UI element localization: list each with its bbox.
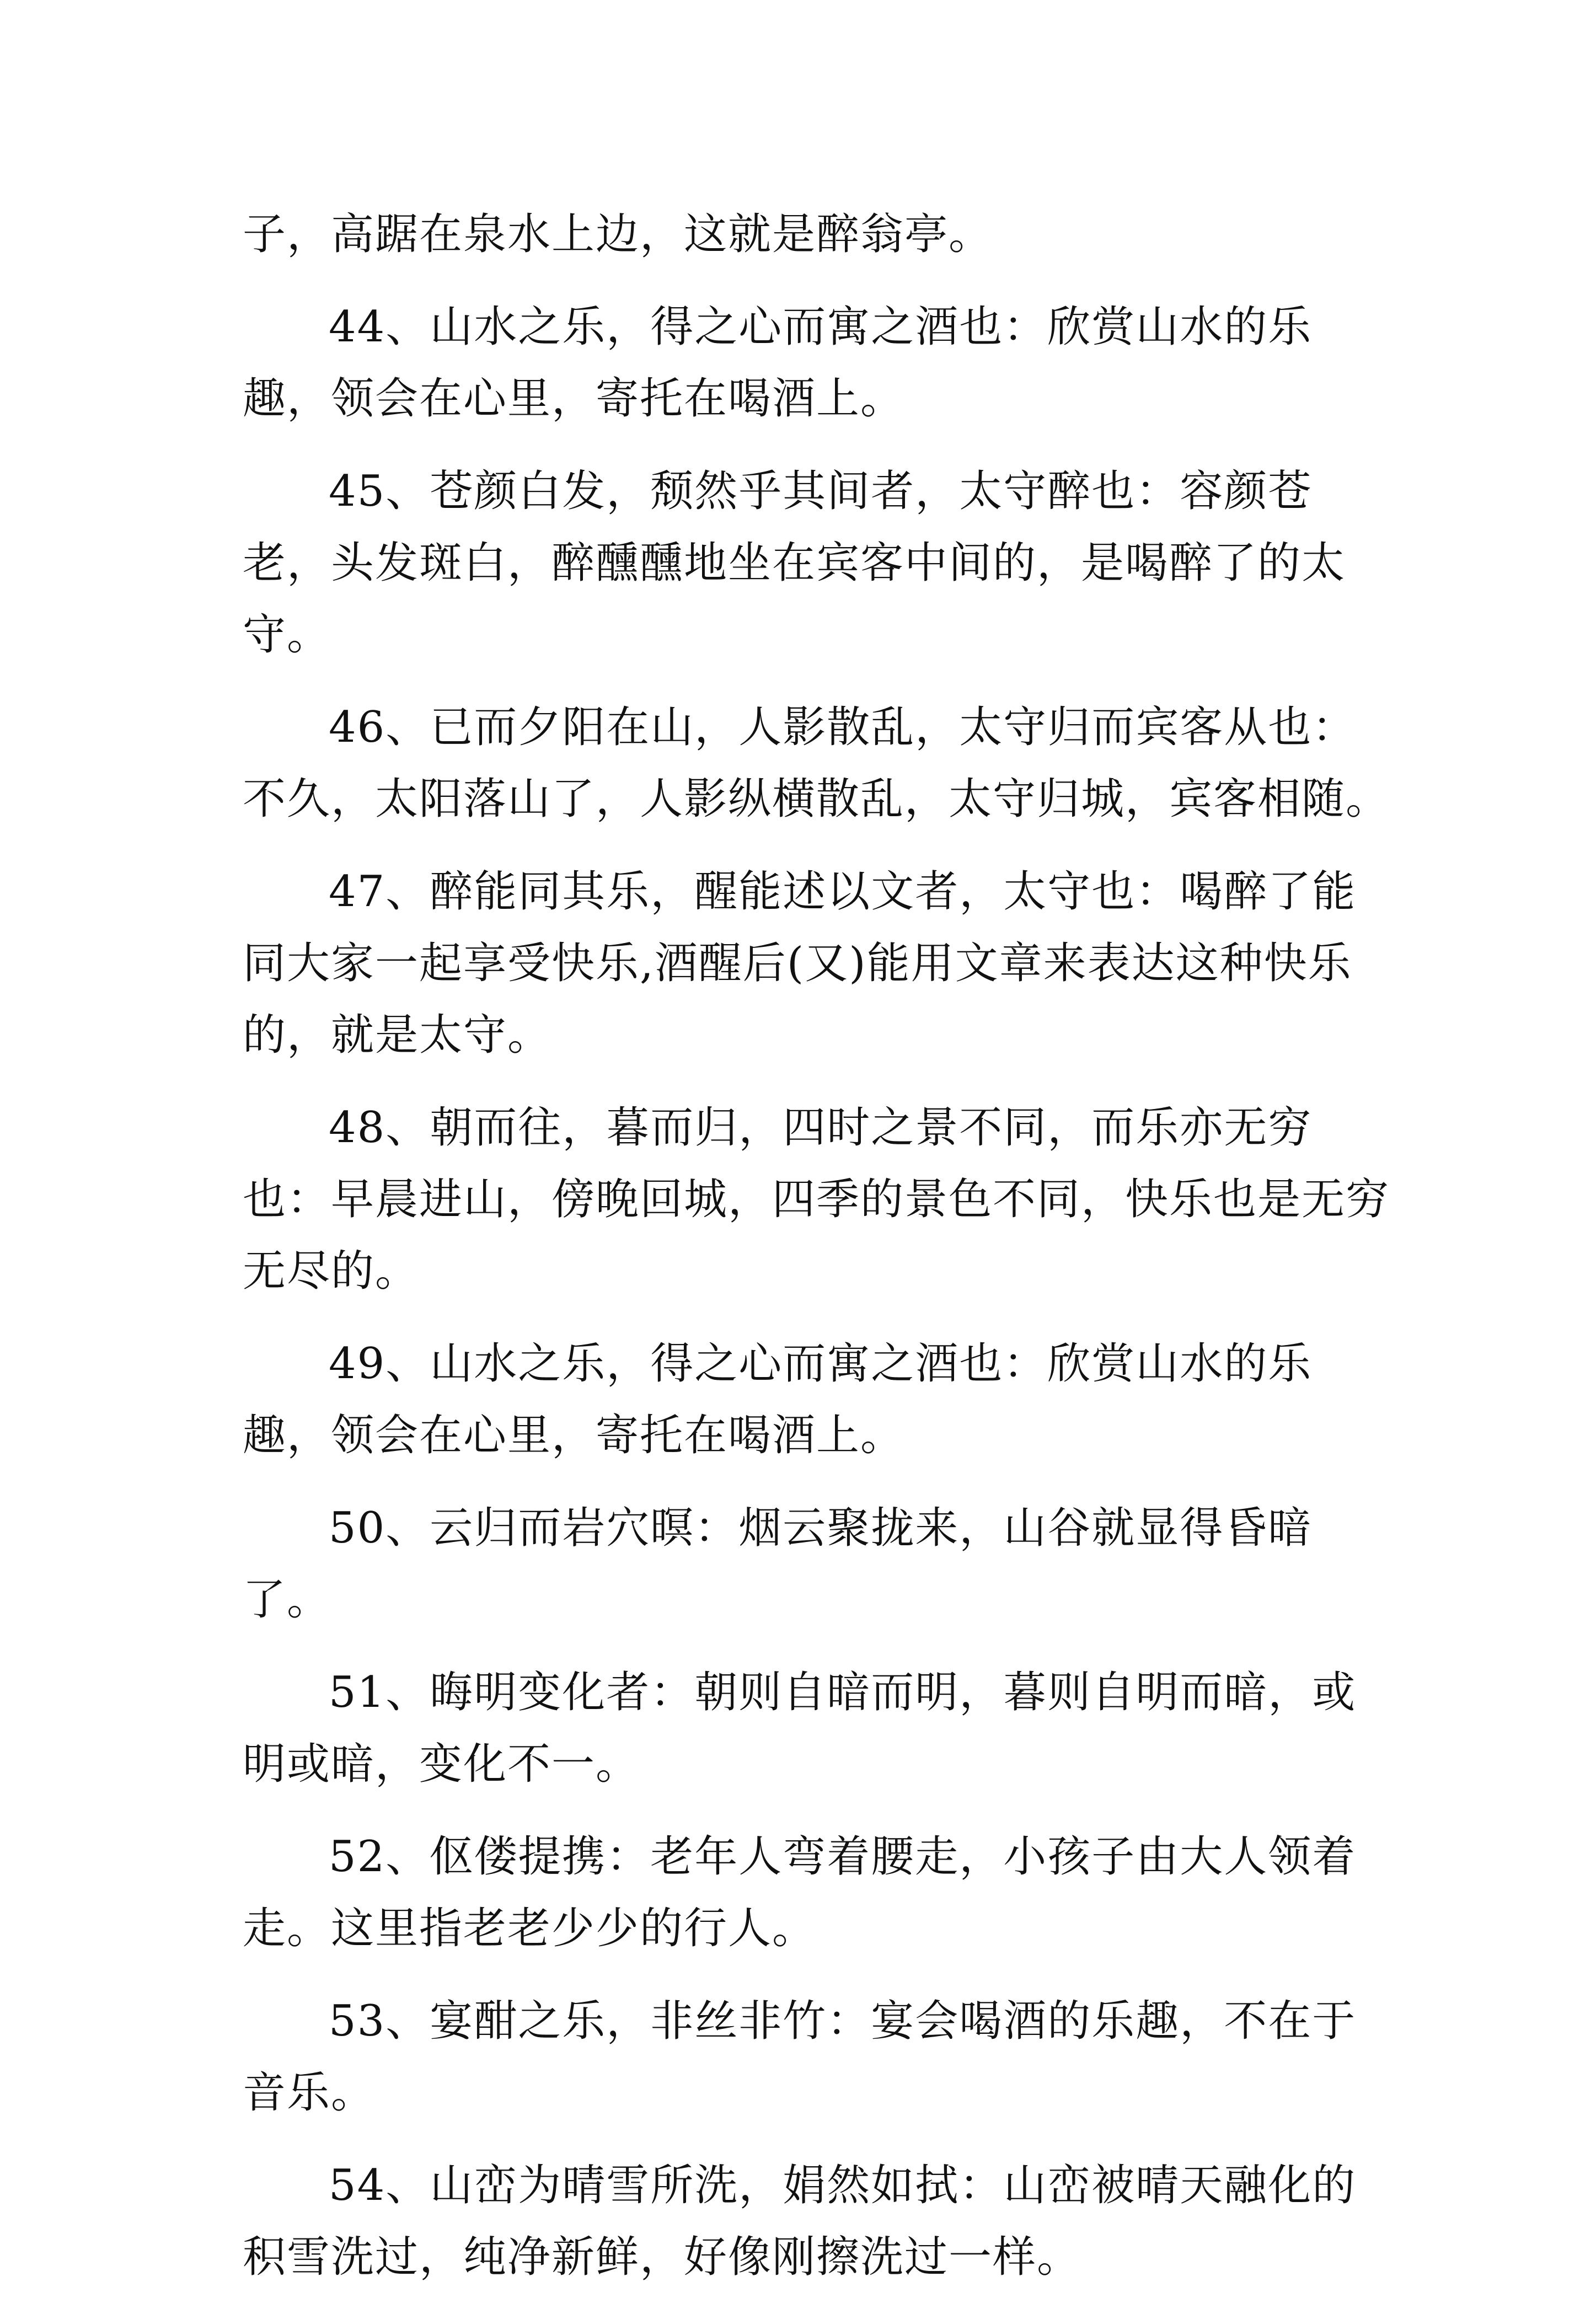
- paragraph-54: 54、山峦为晴雪所洗，娟然如拭：山峦被晴天融化的积雪洗过，纯净新鲜，好像刚擦洗过一样。: [243, 2161, 1357, 2282]
- paragraph-48: 48、朝而往，暮而归，四时之景不同，而乐亦无穷也：早晨进山，傍晚回城，四季的景色不同，快乐也是无穷无尽的。: [243, 1103, 1390, 1296]
- paragraph-continuation: 子，高踞在泉水上边，这就是醉翁亭。: [243, 210, 993, 259]
- paragraph-53: 53、宴酣之乐，非丝非竹：宴会喝酒的乐趣，不在于音乐。: [243, 1996, 1357, 2118]
- paragraph-44: 44、山水之乐，得之心而寓之酒也：欣赏山水的乐趣，领会在心里，寄托在喝酒上。: [243, 302, 1313, 424]
- paragraph-45: 45、苍颜白发，颓然乎其间者，太守醉也：容颜苍老，头发斑白，醉醺醺地坐在宾客中间的，是喝醉了的太守。: [243, 467, 1346, 660]
- paragraph-47: 47、醉能同其乐，醒能述以文者，太守也：喝醉了能同大家一起享受快乐,酒醒后(又)能用文章来表达这种快乐的，就是太守。: [243, 867, 1357, 1060]
- paragraph-49: 49、山水之乐，得之心而寓之酒也：欣赏山水的乐趣，领会在心里，寄托在喝酒上。: [243, 1339, 1313, 1460]
- document-body: [243, 199, 1390, 2314]
- paragraph-51: 51、晦明变化者：朝则自暗而明，暮则自明而暗，或明或暗，变化不一。: [243, 1668, 1357, 1789]
- paragraph-46: 46、已而夕阳在山，人影散乱，太守归而宾客从也：不久，太阳落山了，人影纵横散乱，太守归城，宾客相随。: [243, 703, 1390, 824]
- paragraph-50: 50、云归而岩穴暝：烟云聚拢来，山谷就显得昏暗了。: [243, 1503, 1313, 1625]
- paragraph-52: 52、伛偻提携：老年人弯着腰走，小孩子由大人领着走。这里指老老少少的行人。: [243, 1832, 1357, 1953]
